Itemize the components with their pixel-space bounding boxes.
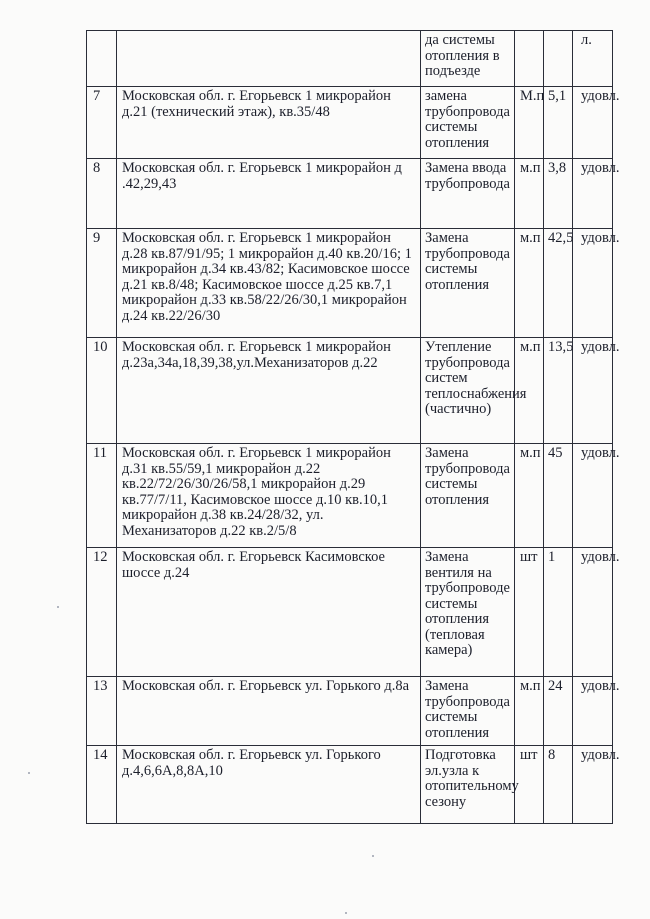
unit-cell: м.п	[515, 338, 544, 444]
note-cell: л.	[573, 31, 613, 87]
work-cell: Замена трубопровода системы отопления	[421, 229, 515, 338]
quantity-cell: 8	[544, 746, 573, 824]
work-cell: Замена трубопровода системы отопления	[421, 677, 515, 746]
scan-speck	[345, 912, 347, 914]
scan-speck	[57, 606, 59, 608]
unit-cell: м.п	[515, 159, 544, 229]
row-number-cell	[87, 31, 117, 87]
table-row	[87, 229, 613, 338]
table-row	[87, 746, 613, 824]
note-cell: удовл.	[573, 87, 613, 159]
quantity-cell: 42,5	[544, 229, 573, 338]
quantity-cell: 24	[544, 677, 573, 746]
address-cell: Московская обл. г. Егорьевск 1 микрорайон д.28 кв.87/91/95; 1 микрорайон д.40 кв.20/16; 1 микрорайон д.34 кв.43/82; Касимовское шоссе д.21 кв.8/48; Касимовское шоссе д.25 кв.7,1 микрорайон д.33 кв.58/22/26/30,1 микрорайон д.24 кв.22/26/30	[117, 229, 421, 338]
address-cell	[117, 31, 421, 87]
work-cell: да системы отопления в подъезде	[421, 31, 515, 87]
table-row	[87, 548, 613, 677]
row-number-cell: 7	[87, 87, 117, 159]
note-cell: удовл.	[573, 229, 613, 338]
address-cell: Московская обл. г. Егорьевск ул. Горького д.4,6,6А,8,8А,10	[117, 746, 421, 824]
table-row	[87, 677, 613, 746]
work-cell: Замена трубопровода системы отопления	[421, 444, 515, 548]
note-cell: удовл.	[573, 159, 613, 229]
table-row-continuation	[87, 31, 613, 87]
works-table	[86, 30, 620, 824]
note-cell: удовл.	[573, 338, 613, 444]
row-number-cell: 8	[87, 159, 117, 229]
work-cell: Замена вентиля на трубопроводе системы отопления (тепловая камера)	[421, 548, 515, 677]
unit-cell: шт	[515, 746, 544, 824]
unit-cell: м.п	[515, 229, 544, 338]
table-row	[87, 444, 613, 548]
address-cell: Московская обл. г. Егорьевск 1 микрорайон д.31 кв.55/59,1 микрорайон д.22 кв.22/72/26/30/26/58,1 микрорайон д.29 кв.77/7/11, Касимовское шоссе д.10 кв.10,1 микрорайон д.38 кв.24/28/32, ул. Механизаторов д.22 кв.2/5/8	[117, 444, 421, 548]
note-cell: удовл.	[573, 677, 613, 746]
row-number-cell: 9	[87, 229, 117, 338]
unit-cell: М.п	[515, 87, 544, 159]
unit-cell: шт	[515, 548, 544, 677]
work-cell: Замена ввода трубопровода	[421, 159, 515, 229]
work-cell: Подготовка эл.узла к отопительному сезону	[421, 746, 515, 824]
address-cell: Московская обл. г. Егорьевск 1 микрорайон д.23а,34а,18,39,38,ул.Механизаторов д.22	[117, 338, 421, 444]
scan-speck	[372, 855, 374, 857]
table-row	[87, 87, 613, 159]
row-number-cell: 12	[87, 548, 117, 677]
note-cell: удовл.	[573, 444, 613, 548]
address-cell: Московская обл. г. Егорьевск ул. Горького д.8а	[117, 677, 421, 746]
row-number-cell: 11	[87, 444, 117, 548]
quantity-cell: 1	[544, 548, 573, 677]
unit-cell: м.п	[515, 677, 544, 746]
works-table-body	[87, 31, 620, 824]
address-cell: Московская обл. г. Егорьевск 1 микрорайон д .42,29,43	[117, 159, 421, 229]
row-number-cell: 14	[87, 746, 117, 824]
row-number-cell: 13	[87, 677, 117, 746]
table-row	[87, 338, 613, 444]
quantity-cell	[544, 31, 573, 87]
unit-cell	[515, 31, 544, 87]
work-cell: Утепление трубопровода систем теплоснабжения (частично)	[421, 338, 515, 444]
note-cell: удовл.	[573, 746, 613, 824]
quantity-cell: 13,5	[544, 338, 573, 444]
quantity-cell: 5,1	[544, 87, 573, 159]
address-cell: Московская обл. г. Егорьевск Касимовское шоссе д.24	[117, 548, 421, 677]
note-cell: удовл.	[573, 548, 613, 677]
scan-speck	[28, 772, 30, 774]
quantity-cell: 45	[544, 444, 573, 548]
address-cell: Московская обл. г. Егорьевск 1 микрорайон д.21 (технический этаж), кв.35/48	[117, 87, 421, 159]
quantity-cell: 3,8	[544, 159, 573, 229]
table-row	[87, 159, 613, 229]
row-number-cell: 10	[87, 338, 117, 444]
unit-cell: м.п	[515, 444, 544, 548]
work-cell: замена трубопровода системы отопления	[421, 87, 515, 159]
